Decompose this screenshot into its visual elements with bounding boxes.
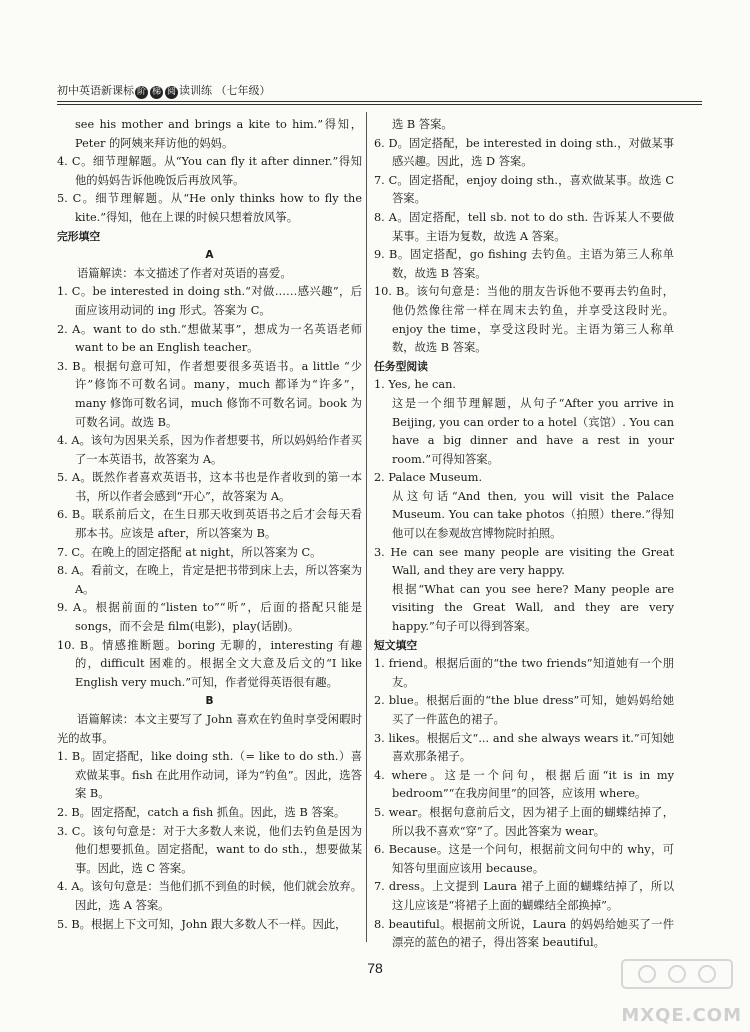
answer-item: 4. C。细节理解题。从“You can fly it after dinner.”得知他的妈妈告诉他晚饭后再放风筝。 xyxy=(57,155,362,187)
answer-item: 1. B。固定搭配，like doing sth.（= like to do sth.）喜欢做某事。fish 在此用作动词，译为“钓鱼”。因此，选答案 B。 xyxy=(57,750,362,801)
header-series-title: 初中英语新课标 xyxy=(57,84,134,97)
answer-item: 2. blue。根据后面的“the blue dress”可知，她妈妈给她买了一件蓝色的裙子。 xyxy=(374,694,674,726)
answer-item: 6. B。联系前后文，在生日那天收到英语书之后才会每天看那本书。应该是 after，所以答案为 B。 xyxy=(57,508,362,541)
answer-item: 3. C。该句句意是：对于大多数人来说，他们去钓鱼是因为他们想要抓鱼。固定搭配，want to do sth.，想要做某事。因此，选 C 答案。 xyxy=(57,824,362,875)
watermark-stamp-icon xyxy=(602,956,742,1006)
answer-item: 5. B。根据上下文可知，John 跟大多数人不一样。因此， xyxy=(57,917,347,931)
header-rule xyxy=(57,101,702,102)
answer-item: 5. A。既然作者喜欢英语书，这本书也是作者收到的第一本书，所以作者会感到“开心”，故答案为 A。 xyxy=(57,471,362,503)
answer-item: 2. A。want to do sth.“想做某事”，想成为一名英语老师 want to be an English teacher。 xyxy=(57,322,362,355)
answer-item: 2. Palace Museum. xyxy=(374,471,483,485)
answer-item: 8. A。固定搭配，tell sb. not to do sth. 告诉某人不要做某事。主语为复数，故选 A 答案。 xyxy=(374,210,674,243)
passage-intro: 语篇解读：本文描述了作者对英语的喜爱。 xyxy=(77,266,292,280)
answer-item: 9. A。根据前面的“listen to”“听”，后面的搭配只能是 songs，而不会是 film(电影)，play(话剧)。 xyxy=(57,601,362,634)
answer-continuation: 选 B 答案。 xyxy=(392,118,453,131)
passage-label: A xyxy=(205,249,214,262)
watermark-logo xyxy=(602,956,742,1026)
section-heading: 短文填空 xyxy=(374,638,418,652)
answer-item: 6. D。固定搭配，be interested in doing sth.，对做某事感兴趣。因此，选 D 答案。 xyxy=(374,136,674,169)
answer-continuation: see his mother and brings a kite to him.”得知，Peter 的阿姨来拜访他的妈妈。 xyxy=(75,118,362,150)
answer-item: 3. He can see many people are visiting the Great Wall, and they are very happy. xyxy=(374,545,674,578)
answer-item: 3. B。根据句意可知，作者想要很多英语书。a little “少许”修饰不可数名词。many，much 都译为“许多”，many 修饰可数名词，much 修饰不可数名词。book 为可数名词。故选 B。 xyxy=(57,359,362,429)
answer-continuation: 从这句话“And then, you will visit the Palace Museum. You can take photos（拍照）there.”得知他可以在参观故宫博物院时拍照。 xyxy=(392,489,674,541)
answer-item: 8. beautiful。根据前文所说，Laura 的妈妈给她买了一件漂亮的蓝色的裙子，得出答案 beautiful。 xyxy=(374,917,674,950)
answer-item: 3. likes。根据后文“... and she always wears it.”可知她喜欢那条裙子。 xyxy=(374,731,674,764)
header-series-suffix: 读训练 xyxy=(179,84,212,97)
header-circle-char: 阶 xyxy=(136,87,146,97)
answer-item: 4. A。该句为因果关系，因为作者想要书，所以妈妈给作者买了一本英语书，故答案为 A。 xyxy=(57,434,362,466)
answer-item: 1. Yes, he can. xyxy=(374,378,456,392)
page-number: 78 xyxy=(367,960,383,976)
right-column xyxy=(374,116,674,953)
answer-item: 8. A。看前文，在晚上，肯定是把书带到床上去，所以答案为 A。 xyxy=(57,564,362,596)
column-divider xyxy=(366,112,367,942)
header-grade: （七年级） xyxy=(215,84,271,97)
answer-item: 6. Because。这是一个问句，根据前文问句中的 why，可知答句里面应该用 because。 xyxy=(374,843,674,875)
answer-item: 1. friend。根据后面的“the two friends”知道她有一个朋友。 xyxy=(374,657,674,689)
answer-item: 5. wear。根据句意前后文，因为裙子上面的蝴蝶结掉了，所以我不喜欢“穿”了。因此答案为 wear。 xyxy=(374,805,674,838)
answer-item: 7. C。固定搭配，enjoy doing sth.，喜欢做某事。故选 C 答案。 xyxy=(374,173,674,206)
header-circle-char: 梯 xyxy=(151,87,161,97)
answer-item: 2. B。固定搭配，catch a fish 抓鱼。因此，选 B 答案。 xyxy=(57,805,346,819)
passage-intro: 语篇解读：本文主要写了 John 喜欢在钓鱼时享受闲暇时光的故事。 xyxy=(57,713,362,745)
section-heading: 任务型阅读 xyxy=(374,359,428,373)
answer-item: 10. B。情感推断题。boring 无聊的，interesting 有趣的，difficult 困难的。根据全文大意及后文的“I like English very much.”可知，作者觉得英语很有趣。 xyxy=(57,638,362,689)
answer-item: 4. A。该句句意是：当他们抓不到鱼的时候，他们就会放弃。因此，选 A 答案。 xyxy=(57,880,362,912)
header-rule-thin xyxy=(57,104,702,105)
passage-label: B xyxy=(205,695,214,708)
running-header xyxy=(57,82,271,99)
header-circle-char: 阅 xyxy=(166,87,176,97)
watermark-text: MXQE.COM xyxy=(621,1005,742,1026)
answer-continuation: 根据“What can you see here? Many people are visiting the Great Wall, and they are very happy.”句子可以得到答案。 xyxy=(392,582,674,634)
left-column xyxy=(57,116,362,934)
answer-item: 7. dress。上文提到 Laura 裙子上面的蝴蝶结掉了，所以这儿应该是“将裙子上面的蝴蝶结全部换掉”。 xyxy=(374,880,674,912)
answer-continuation: 这是一个细节理解题，从句子“After you arrive in Beijing, you can order to a hotel（宾馆）. You can have a big dinner and have a rest in your room.”可得知答案。 xyxy=(392,396,674,466)
answer-item: 5. C。细节理解题。从“He only thinks how to fly the kite.”得知，他在上课的时候只想着放风筝。 xyxy=(57,192,362,224)
answer-item: 7. C。在晚上的固定搭配 at night，所以答案为 C。 xyxy=(57,545,322,559)
answer-item: 9. B。固定搭配，go fishing 去钓鱼。主语为第三人称单数，故选 B 答案。 xyxy=(374,248,674,280)
answer-item: 1. C。be interested in doing sth.“对做……感兴趣”，后面应该用动词的 ing 形式。答案为 C。 xyxy=(57,285,362,317)
answer-item: 4. where。这是一个问句，根据后面“it is in my bedroom”“在我房间里”的回答，应该用 where。 xyxy=(374,768,674,801)
answer-item: 10. B。该句句意是：当他的朋友告诉他不要再去钓鱼时，他仍然像往常一样在周末去钓鱼，并享受这段时光。enjoy the time，享受这段时光。主语为第三人称单数，故选 B 答案。 xyxy=(374,285,674,355)
section-heading: 完形填空 xyxy=(57,229,101,243)
